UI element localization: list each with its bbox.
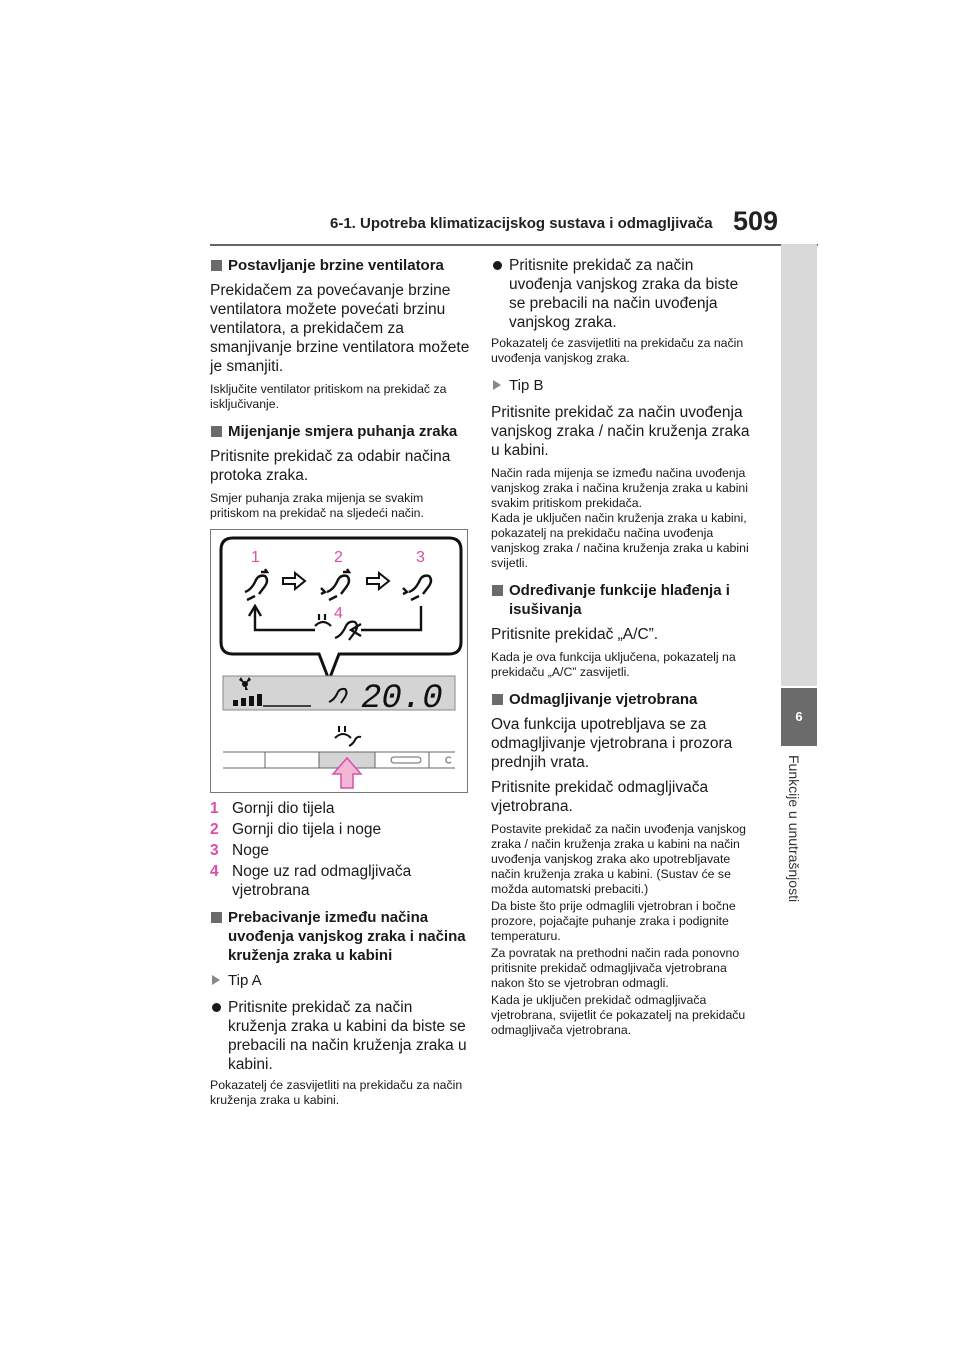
fan-speed-note: Isključite ventilator pritiskom na prekidač za isključivanje. [210,382,447,411]
ac-note: Kada je ova funkcija uključena, pokazatelj na prekidaču „A/C” zasvijetli. [491,650,736,679]
chapter-tab-label: Funkcije u unutrašnjosti [786,755,802,903]
mode-label-2: 2 [334,549,343,566]
airflow-body: Pritisnite prekidač za odabir načina protoka zraka. [210,448,451,484]
return-arrow-left [255,606,315,630]
tip-b-label: Tip B [491,376,753,395]
left-column [210,256,470,1118]
mode-label-4: 4 [334,605,343,622]
defog-note-4: Kada je uključen prekidač odmagljivača vjetrobrana, svijetlit će pokazatelj na prekidaču odmagljivača vjetrobrana. [491,993,746,1037]
chapter-title: 6-1. Upotreba klimatizacijskog sustava i odmagljivača [330,215,713,232]
airflow-mode-list [210,799,470,900]
outside-air-instruction: Pritisnite prekidač za način uvođenja vanjskog zraka da biste se prebacili na način uvođenja vanjskog zraka. [491,256,753,332]
heading-airflow-direction: Mijenjanje smjera puhanja zraka [210,422,470,441]
defog-body-2: Pritisnite prekidač odmagljivača vjetrobrana. [491,779,709,815]
recirculation-note: Pokazatelj će zasvijetliti na prekidaču za način kruženja zraka u kabini. [210,1078,463,1107]
defog-body-1: Ova funkcija upotrebljava se za odmagljivanje vjetrobrana i prozora prednjih vrata. [491,716,733,771]
mode-icon-bi-level [321,569,349,600]
arrow-right-icon [367,573,389,589]
defog-note-1: Postavite prekidač za način uvođenja vanjskog zraka / način kruženja zraka u kabini na način uvođenja vanjskog zraka ako upotrebljavate način kruženja zraka u kabini. (Sustav će se možda automatski prebaciti.) [491,822,746,896]
arrow-right-icon [283,573,305,589]
mode-label-1: 1 [251,549,260,566]
airflow-mode-figure [210,529,468,793]
side-bar [781,244,817,686]
return-arrow-right [361,606,421,630]
heading-air-intake: Prebacivanje između načina uvođenja vanjskog zraka i načina kruženja zraka u kabini [210,908,470,965]
temperature-readout: 20.0 [361,680,443,718]
tip-b-note-2: Kada je uključen način kruženja zraka u kabini, pokazatelj na prekidaču načina uvođenja vanjskog zraka / načina kruženja zraka u kabini svijetli. [491,511,749,570]
recirculation-instruction: Pritisnite prekidač za način kruženja zraka u kabini da biste se prebacili na način kruženja zraka u kabini. [210,998,470,1074]
airflow-diagram [211,530,467,792]
page-number: 509 [733,206,779,236]
mode-label-3: 3 [416,549,425,566]
tip-b-note-1: Način rada mijenja se između načina uvođenja vanjskog zraka i načina kruženja zraka u kabini svakim pritiskom prekidača. [491,466,749,510]
defog-note-2: Da biste što prije odmaglili vjetrobran i bočne prozore, pojačajte puhanje zraka i podignite temperaturu. [491,899,736,943]
heading-fan-speed: Postavljanje brzine ventilatora [210,256,470,275]
chapter-tab[interactable]: 6 [781,688,817,746]
defog-note-3: Za povratak na prethodni način rada ponovno pritisnite prekidač odmagljivača vjetrobrana nakon što se vjetrobran odmagli. [491,946,740,990]
tip-b-body: Pritisnite prekidač za način uvođenja vanjskog zraka / način kruženja zraka u kabini. [491,404,750,459]
defrost-button-icon [335,726,361,746]
right-column [491,256,753,1048]
heading-defog: Odmagljivanje vjetrobrana [491,690,753,709]
fan-speed-body: Prekidačem za povećavanje brzine ventilatora možete povećati brzinu ventilatora, a prekidačem za smanjivanje brzine ventilatora možete je smanjiti. [210,282,470,375]
list-item: 4 Noge uz rad odmagljivača vjetrobrana [210,863,412,899]
list-item: 2 Gornji dio tijela i noge [210,821,382,838]
tip-a-label: Tip A [210,971,470,990]
ac-body: Pritisnite prekidač „A/C”. [491,626,659,643]
mode-icon-feet [403,576,431,600]
heading-ac: Određivanje funkcije hlađenja i isušivanja [491,581,753,619]
list-item: 1 Gornji dio tijela [210,800,335,817]
list-item: 3 Noge [210,842,270,859]
airflow-note: Smjer puhanja zraka mijenja se svakim pritiskom na prekidač na sljedeći način. [210,491,424,520]
header-rule [210,244,818,246]
mode-icon-face [245,569,267,600]
outside-air-note: Pokazatelj će zasvijetliti na prekidaču za način uvođenja vanjskog zraka. [491,336,744,365]
